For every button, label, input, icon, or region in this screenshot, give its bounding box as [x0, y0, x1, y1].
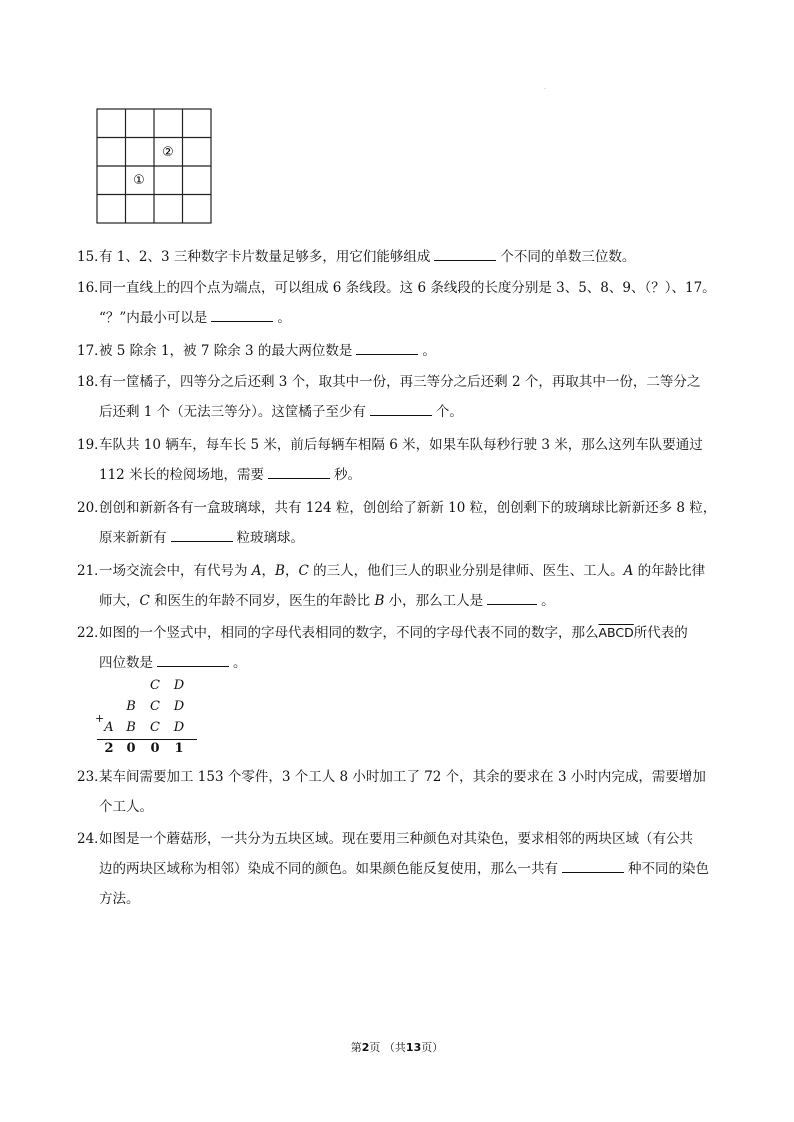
- question-21: [77, 556, 727, 616]
- var-a: A: [251, 563, 262, 579]
- answer-blank[interactable]: [211, 304, 273, 322]
- question-text: 创创和新新各有一盒玻璃球，共有 124 粒，创创给了新新 10 粒，创创剩下的玻璃球比新新还多 8 粒，: [99, 500, 717, 516]
- var-a: A: [623, 563, 634, 579]
- question-text-line2: 112 米长的检阅场地，需要: [99, 467, 265, 483]
- question-text-after: 。: [277, 310, 291, 326]
- sum-line: [97, 739, 197, 740]
- question-text: 所代表的: [633, 625, 688, 641]
- digit-d: D: [173, 720, 185, 735]
- vertical-addition: [95, 678, 205, 758]
- question-text: 同一直线上的四个点为端点，可以组成 6 条线段。这 6 条线段的长度分别是 3、5、8、9、（？）、17。: [99, 280, 716, 296]
- question-number: 22．: [77, 625, 108, 641]
- question-number: 15．: [77, 249, 108, 265]
- separator: ，: [261, 563, 276, 579]
- result-digit: 0: [126, 741, 136, 756]
- question-number: 16．: [77, 280, 108, 296]
- question-text-line2: “？”内最小可以是: [99, 310, 208, 326]
- question-text-line2: 四位数是: [99, 655, 153, 671]
- var-b: B: [275, 563, 285, 579]
- question-number: 23．: [77, 769, 108, 785]
- question-text: 的三人，他们三人的职业分别是律师、医生、工人。: [308, 563, 624, 579]
- question-15: [77, 242, 727, 272]
- question-text: 一场交流会中，有代号为: [99, 563, 252, 579]
- question-22: [77, 618, 727, 678]
- question-text-line2: 边的两块区域称为相邻）染成不同的颜色。如果颜色能反复使用，那么一共有: [99, 861, 558, 877]
- answer-blank[interactable]: [171, 524, 233, 542]
- answer-blank[interactable]: [268, 461, 330, 479]
- question-text-line2: 个工人。: [99, 799, 153, 815]
- question-text: 如图的一个竖式中，相同的字母代表相同的数字，不同的字母代表不同的数字，那么: [99, 625, 599, 641]
- grid-label-2: ②: [162, 145, 174, 160]
- digit-c: C: [150, 699, 160, 714]
- question-17: [77, 336, 727, 366]
- answer-blank[interactable]: [356, 337, 418, 355]
- page-number: 2: [361, 1041, 370, 1054]
- answer-blank[interactable]: [487, 587, 537, 605]
- page-footer: [0, 1039, 794, 1055]
- question-number: 18．: [77, 374, 108, 390]
- digit-d: D: [173, 699, 185, 714]
- question-number: 21．: [77, 563, 108, 579]
- question-18: [77, 367, 727, 427]
- question-text-after: 。: [233, 655, 247, 671]
- grid-figure: [96, 108, 214, 226]
- question-23: [77, 762, 727, 822]
- question-number: 20．: [77, 500, 108, 516]
- question-text: 被 5 除余 1，被 7 除余 3 的最大两位数是: [99, 343, 353, 359]
- question-number: 24．: [77, 831, 108, 847]
- question-text-after: 个不同的单数三位数。: [500, 249, 636, 265]
- question-text-after: 。: [422, 343, 436, 359]
- plus-sign: +: [95, 712, 105, 725]
- question-text-line2: 后还剩 1 个（无法三等分）。这筐橘子至少有: [99, 404, 366, 420]
- question-text: 有 1、2、3 三种数字卡片数量足够多，用它们能够组成: [99, 249, 431, 265]
- digit-a: A: [104, 720, 114, 735]
- digit-d: D: [173, 678, 185, 693]
- question-text: 如图是一个蘑菇形，一共分为五块区域。现在要用三种颜色对其染色，要求相邻的两块区域（有公共: [99, 831, 693, 847]
- question-number: 19．: [77, 437, 108, 453]
- question-16: [77, 273, 727, 333]
- result-digit: 1: [174, 741, 184, 756]
- question-19: [77, 430, 727, 490]
- digit-c: C: [150, 678, 160, 693]
- question-text: 和医生的年龄不同岁，医生的年龄比: [149, 593, 375, 609]
- question-20: [77, 493, 727, 553]
- grid-svg: [96, 108, 214, 226]
- question-text: 小，那么工人是: [384, 593, 484, 609]
- question-text-after: 秒。: [334, 467, 362, 483]
- var-b: B: [374, 593, 385, 609]
- answer-blank[interactable]: [370, 398, 432, 416]
- question-number: 17．: [77, 343, 108, 359]
- digit-c: C: [150, 720, 160, 735]
- var-c: C: [139, 593, 150, 609]
- answer-blank[interactable]: [562, 855, 624, 873]
- answer-blank[interactable]: [434, 243, 496, 261]
- footer-prefix: 第: [350, 1041, 362, 1054]
- grid-label-1: ①: [133, 173, 145, 188]
- question-text-after: 个。: [435, 404, 463, 420]
- answer-blank[interactable]: [157, 649, 229, 667]
- footer-suffix: 页）: [421, 1041, 444, 1054]
- page-total: 13: [405, 1041, 422, 1054]
- question-text-after: 。: [541, 593, 555, 609]
- question-text-line2: 师大，: [99, 593, 140, 609]
- result-digit: 2: [104, 741, 114, 756]
- question-text-line2: 原来新新有: [99, 530, 167, 546]
- question-text: 车队共 10 辆车，每车长 5 米，前后每辆车相隔 6 米，如果车队每秒行驶 3 米，那么这列车队要通过: [99, 437, 703, 453]
- header-dot: .: [544, 84, 546, 91]
- question-text-after: 粒玻璃球。: [236, 530, 304, 546]
- question-text: 的年龄比律: [633, 563, 706, 579]
- footer-mid: 页 （共: [369, 1041, 406, 1054]
- question-text-after: 种不同的染色: [628, 861, 709, 877]
- digit-b: B: [126, 720, 136, 735]
- result-digit: 0: [150, 741, 160, 756]
- abcd-overline: ABCD: [598, 625, 634, 640]
- question-text-line3: 方法。: [99, 891, 140, 907]
- var-c: C: [298, 563, 309, 579]
- question-text: 某车间需要加工 153 个零件，3 个工人 8 小时加工了 72 个，其余的要求在 3 小时内完成，需要增加: [99, 769, 706, 785]
- separator: ，: [284, 563, 299, 579]
- digit-b: B: [126, 699, 136, 714]
- question-24: [77, 824, 727, 914]
- question-text: 有一筐橘子，四等分之后还剩 3 个，取其中一份，再三等分之后还剩 2 个，再取其中一份，二等分之: [99, 374, 701, 390]
